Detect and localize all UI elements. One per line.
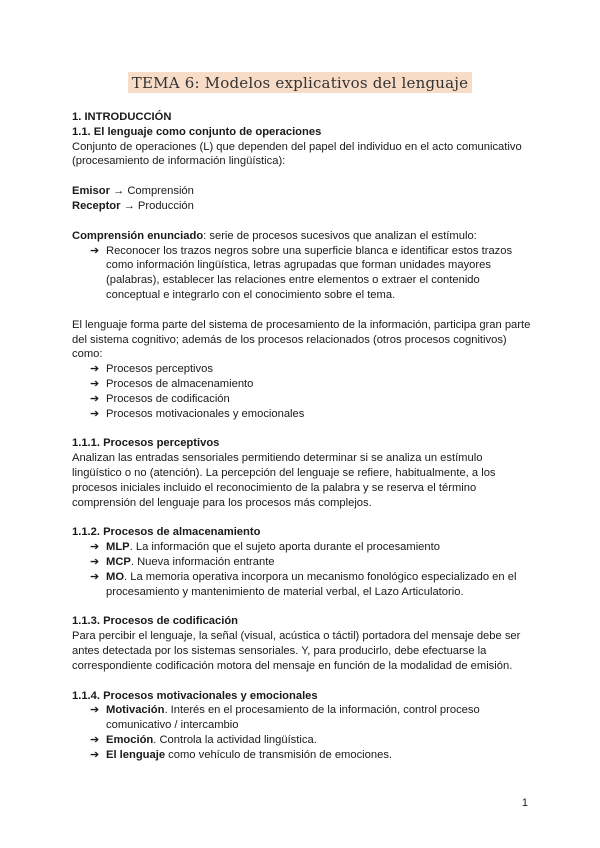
list-item xyxy=(72,555,532,570)
list-item-text: Procesos de almacenamiento xyxy=(106,377,254,390)
heading-procesos-almacenamiento: 1.1.2. Procesos de almacenamiento xyxy=(72,526,261,539)
page-number: 1 xyxy=(521,797,528,809)
list-item xyxy=(72,362,532,377)
arrow-icon: → xyxy=(123,199,135,212)
list-item xyxy=(72,703,532,733)
heading-lenguaje-operaciones: 1.1. El lenguaje como conjunto de operaciones xyxy=(72,125,322,138)
list-item xyxy=(72,244,532,303)
emisor-line xyxy=(72,184,532,199)
list-item-text: Reconocer los trazos negros sobre una superficie blanca e identificar estos trazos como información lingüística, letras agrupadas que forman unidades mayores (palabras), establecer las relaciones entre elementos o extraer el contenido conceptual e integrarlo con el conocimiento sobre el tema. xyxy=(106,244,513,301)
list-item-term: MLP xyxy=(106,541,130,554)
arrow-bullet-icon: ➔ xyxy=(90,704,100,717)
arrow-bullet-icon: ➔ xyxy=(90,392,100,405)
list-item-text: . Nueva información entrante xyxy=(130,555,275,568)
list-item-text: Procesos motivacionales y emocionales xyxy=(106,407,305,420)
list-item xyxy=(72,407,532,422)
comprension-line xyxy=(72,229,532,244)
list-item-text: . La memoria operativa incorpora un mecanismo fonológico especializado en el procesamiento y mantenimiento de material verbal, el Lazo Articulatorio. xyxy=(106,570,517,598)
receptor-line xyxy=(72,199,532,214)
arrow-bullet-icon: ➔ xyxy=(90,733,100,746)
arrow-bullet-icon: ➔ xyxy=(90,377,100,390)
emisor-value: Comprensión xyxy=(127,185,194,198)
page-title: TEMA 6: Modelos explicativos del lenguaje xyxy=(128,72,472,93)
arrow-bullet-icon: ➔ xyxy=(90,555,100,568)
arrow-bullet-icon: ➔ xyxy=(90,748,100,761)
sistema-paragraph: El lenguaje forma parte del sistema de procesamiento de la información, participa gran parte del sistema cognitivo; además de los procesos relacionados (otros procesos cognitivos) como: xyxy=(72,318,531,361)
list-item xyxy=(72,392,532,407)
heading-procesos-motivacionales: 1.1.4. Procesos motivacionales y emocionales xyxy=(72,689,318,702)
perceptivos-paragraph: Analizan las entradas sensoriales permitiendo determinar si se analiza un estímulo lingüístico o no (atención). La percepción del lenguaje se refiere, habitualmente, a los procesos iniciales incluido el reconocimiento de la palabra y se reserva el término comprensión del lenguaje para los procesos más complejos. xyxy=(72,452,496,509)
codificacion-paragraph: Para percibir el lenguaje, la señal (visual, acústica o táctil) portadora del mensaje debe ser antes detectada por los sistemas sensoriales. Y, para producirlo, debe efectuarse la correspondiente codificación motora del mensaje en función de la modalidad de emisión. xyxy=(72,630,521,672)
procesos-list xyxy=(72,362,532,421)
list-item-text: . Interés en el procesamiento de la información, control proceso comunicativo / intercambio xyxy=(106,704,480,732)
emisor-term: Emisor xyxy=(72,185,110,198)
motivacionales-list xyxy=(72,703,532,762)
list-item-term: MCP xyxy=(106,555,131,568)
list-item-text: Procesos perceptivos xyxy=(106,363,213,376)
list-item-term: MO xyxy=(106,570,125,583)
comprension-list xyxy=(72,244,532,303)
arrow-bullet-icon: ➔ xyxy=(90,541,100,554)
intro-paragraph: Conjunto de operaciones (L) que dependen del papel del individuo en el acto comunicativo (procesamiento de información lingüística): xyxy=(72,140,522,168)
list-item-text: como vehículo de transmisión de emociones. xyxy=(165,748,393,761)
list-item xyxy=(72,570,532,600)
almacenamiento-list xyxy=(72,540,532,599)
arrow-bullet-icon: ➔ xyxy=(90,363,100,376)
list-item xyxy=(72,748,532,763)
receptor-value: Producción xyxy=(137,199,194,212)
list-item-text: Procesos de codificación xyxy=(106,392,230,405)
comprension-term: Comprensión enunciado xyxy=(72,229,204,242)
arrow-bullet-icon: ➔ xyxy=(90,407,100,420)
list-item xyxy=(72,540,532,555)
list-item xyxy=(72,377,532,392)
title-wrap xyxy=(0,72,600,93)
list-item-text: . Controla la actividad lingüística. xyxy=(153,733,317,746)
list-item-term: Emoción xyxy=(106,733,154,746)
arrow-icon: → xyxy=(113,185,125,198)
comprension-text: : serie de procesos sucesivos que analizan el estímulo: xyxy=(203,229,477,242)
arrow-bullet-icon: ➔ xyxy=(90,244,100,257)
content xyxy=(72,110,532,762)
list-item-text: . La información que el sujeto aporta durante el procesamiento xyxy=(129,541,440,554)
arrow-bullet-icon: ➔ xyxy=(90,570,100,583)
list-item-term: Motivación xyxy=(106,704,165,717)
heading-introduccion: 1. INTRODUCCIÓN xyxy=(72,111,172,123)
list-item-term: El lenguaje xyxy=(106,748,166,761)
heading-procesos-perceptivos: 1.1.1. Procesos perceptivos xyxy=(72,437,220,450)
receptor-term: Receptor xyxy=(72,199,121,212)
heading-procesos-codificacion: 1.1.3. Procesos de codificación xyxy=(72,615,239,628)
list-item xyxy=(72,733,532,748)
